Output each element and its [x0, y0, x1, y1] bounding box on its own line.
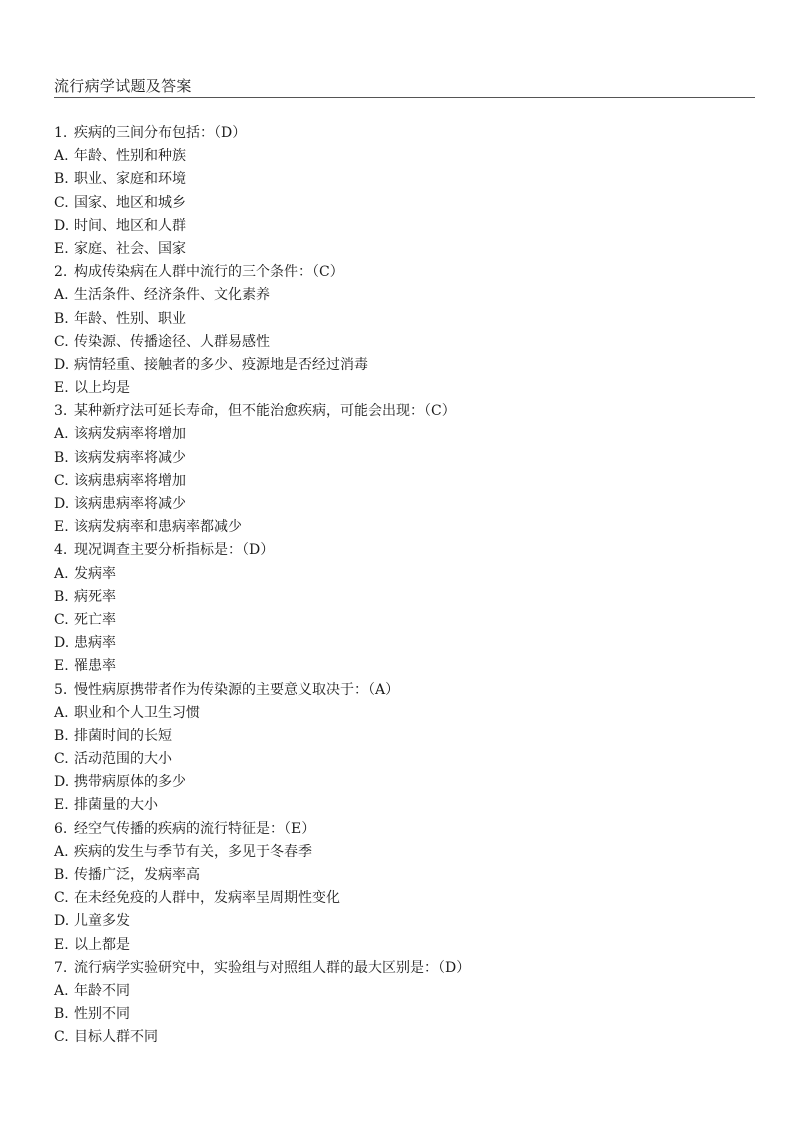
option-text: 该病患病率将增加 [74, 472, 186, 489]
option-item [54, 910, 755, 933]
option-text: 传播广泛，发病率高 [74, 867, 200, 883]
option-text: 罹患率 [74, 658, 116, 675]
option-item [54, 238, 755, 261]
option-letter: E. [54, 658, 69, 675]
question-number: 2. [54, 264, 68, 281]
option-text: 该病发病率将增加 [74, 426, 186, 443]
option-text: 职业和个人卫生习惯 [74, 704, 200, 721]
option-letter: B. [54, 867, 69, 883]
option-letter: A. [54, 565, 69, 582]
question-number: 4. [54, 542, 68, 559]
question-text: 构成传染病在人群中流行的三个条件：（C） [74, 264, 344, 281]
option-text: 病情轻重、接触者的多少、疫源地是否经过消毒 [74, 356, 368, 373]
option-item [54, 354, 755, 377]
option-letter: A. [54, 426, 69, 443]
option-letter: B. [54, 449, 69, 466]
option-text: 目标人群不同 [74, 1029, 158, 1046]
option-item [54, 284, 755, 307]
option-letter: D. [54, 217, 70, 234]
option-text: 儿童多发 [74, 913, 130, 930]
option-item [54, 308, 755, 331]
option-text: 携带病原体的多少 [74, 774, 186, 791]
option-letter: D. [54, 913, 70, 930]
option-item [54, 841, 755, 864]
option-text: 疾病的发生与季节有关，多见于冬春季 [74, 843, 312, 860]
option-item [54, 423, 755, 446]
question-text: 疾病的三间分布包括：（D） [74, 125, 247, 141]
option-item [54, 192, 755, 215]
option-item [54, 887, 755, 910]
option-text: 家庭、社会、国家 [74, 240, 186, 257]
option-item [54, 864, 755, 887]
option-item [54, 934, 755, 957]
question-stem [54, 957, 755, 980]
option-letter: D. [54, 356, 70, 373]
option-item [54, 145, 755, 168]
option-text: 性别不同 [74, 1006, 130, 1023]
option-text: 以上都是 [74, 936, 130, 953]
page-header [54, 75, 755, 98]
option-letter: D. [54, 496, 70, 512]
option-item [54, 493, 755, 516]
option-text: 生活条件、经济条件、文化素养 [74, 287, 270, 304]
question-stem [54, 679, 755, 702]
option-letter: E. [54, 797, 69, 814]
option-item [54, 1003, 755, 1026]
option-letter: A. [54, 843, 69, 860]
option-text: 该病患病率将减少 [74, 496, 186, 512]
option-item [54, 516, 755, 539]
option-item [54, 215, 755, 238]
page-title: 流行病学试题及答案 [54, 77, 192, 95]
option-letter: A. [54, 287, 69, 304]
question-stem [54, 261, 755, 284]
option-letter: A. [54, 704, 69, 721]
question-text: 某种新疗法可延长寿命，但不能治愈疾病，可能会出现：（C） [74, 403, 456, 420]
option-letter: A. [54, 148, 69, 165]
option-letter: C. [54, 611, 69, 628]
question-list [54, 122, 755, 1050]
question-number: 6. [54, 820, 68, 837]
option-letter: A. [54, 982, 69, 999]
option-item [54, 771, 755, 794]
option-item [54, 586, 755, 609]
option-text: 职业、家庭和环境 [74, 171, 186, 188]
question-number: 7. [54, 959, 68, 976]
option-text: 该病发病率和患病率都减少 [74, 519, 242, 536]
option-item [54, 331, 755, 354]
option-item [54, 563, 755, 586]
option-letter: E. [54, 240, 69, 257]
option-text: 病死率 [74, 588, 116, 605]
option-text: 在未经免疫的人群中，发病率呈周期性变化 [74, 890, 340, 907]
option-text: 该病发病率将减少 [74, 449, 186, 466]
option-text: 以上均是 [74, 380, 130, 397]
option-item [54, 980, 755, 1003]
option-letter: B. [54, 171, 69, 188]
option-letter: C. [54, 1029, 69, 1046]
question-number: 1. [54, 125, 68, 141]
option-letter: E. [54, 519, 69, 536]
option-item [54, 632, 755, 655]
option-letter: E. [54, 380, 69, 397]
question-text: 现况调查主要分析指标是：（D） [74, 542, 275, 559]
option-item [54, 447, 755, 470]
option-text: 排菌量的大小 [74, 797, 158, 814]
option-letter: D. [54, 774, 70, 791]
option-text: 患病率 [74, 635, 116, 652]
option-item [54, 1026, 755, 1049]
option-item [54, 470, 755, 493]
option-text: 国家、地区和城乡 [74, 194, 186, 211]
option-item [54, 655, 755, 678]
question-number: 5. [54, 681, 68, 698]
option-item [54, 168, 755, 191]
option-text: 时间、地区和人群 [74, 217, 186, 234]
option-letter: B. [54, 310, 69, 327]
option-item [54, 377, 755, 400]
option-text: 年龄、性别和种族 [74, 148, 186, 165]
option-item [54, 702, 755, 725]
question-stem [54, 539, 755, 562]
option-letter: B. [54, 1006, 69, 1023]
option-letter: C. [54, 194, 69, 211]
option-text: 发病率 [74, 565, 116, 582]
question-text: 慢性病原携带者作为传染源的主要意义取决于：（A） [74, 681, 400, 698]
question-stem [54, 122, 755, 145]
question-number: 3. [54, 403, 68, 420]
option-letter: B. [54, 727, 69, 744]
option-text: 传染源、传播途径、人群易感性 [74, 333, 270, 350]
option-letter: B. [54, 588, 69, 605]
option-text: 死亡率 [74, 611, 116, 628]
option-item [54, 748, 755, 771]
option-text: 活动范围的大小 [74, 751, 172, 768]
option-item [54, 794, 755, 817]
question-text: 流行病学实验研究中，实验组与对照组人群的最大区别是：（D） [74, 959, 471, 976]
option-text: 年龄、性别、职业 [74, 310, 186, 327]
option-letter: E. [54, 936, 69, 953]
option-text: 排菌时间的长短 [74, 727, 172, 744]
option-text: 年龄不同 [74, 982, 130, 999]
option-letter: C. [54, 472, 69, 489]
option-item [54, 725, 755, 748]
option-letter: D. [54, 635, 70, 652]
question-stem [54, 818, 755, 841]
question-stem [54, 400, 755, 423]
option-item [54, 609, 755, 632]
question-text: 经空气传播的疾病的流行特征是：（E） [74, 820, 316, 837]
option-letter: C. [54, 751, 69, 768]
option-letter: C. [54, 333, 69, 350]
option-letter: C. [54, 890, 69, 907]
